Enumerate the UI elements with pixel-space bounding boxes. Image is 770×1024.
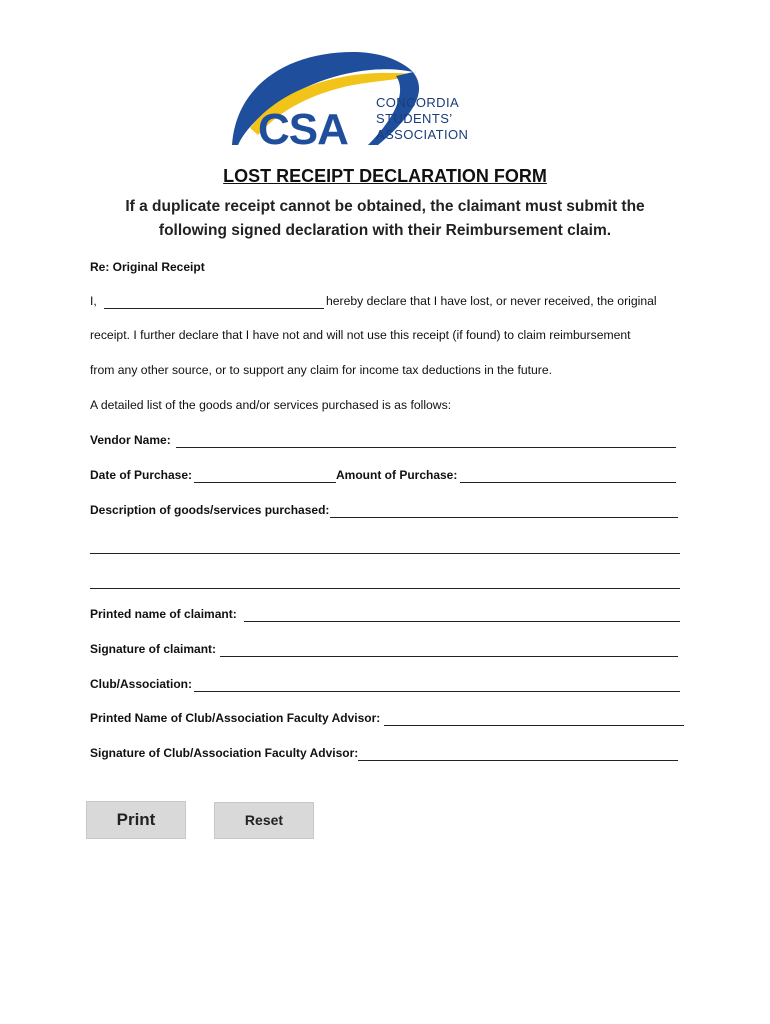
declaration-line1-suffix: hereby declare that I have lost, or never received, the original [326, 294, 657, 308]
form-subtitle-line1: If a duplicate receipt cannot be obtained, the claimant must submit the [125, 198, 645, 215]
description-label: Description of goods/services purchased: [90, 503, 330, 517]
date-of-purchase-input[interactable] [194, 466, 336, 483]
printed-name-advisor-input[interactable] [384, 709, 684, 726]
list-intro: A detailed list of the goods and/or services purchased is as follows: [90, 398, 452, 412]
re-label: Re: Original Receipt [90, 260, 205, 274]
club-association-input[interactable] [194, 675, 680, 692]
logo-abbr: CSA [258, 105, 348, 150]
amount-of-purchase-label: Amount of Purchase: [336, 468, 458, 482]
form-subtitle-line2: following signed declaration with their Reimbursement claim. [158, 222, 612, 239]
signature-advisor-label: Signature of Club/Association Faculty Advisor: [90, 746, 359, 760]
vendor-name-label: Vendor Name: [90, 433, 171, 447]
printed-name-claimant-input[interactable] [244, 605, 680, 622]
declaration-prefix: I, [90, 294, 97, 308]
printed-name-advisor-label: Printed Name of Club/Association Faculty Advisor: [90, 711, 381, 725]
print-button[interactable]: Print [86, 801, 186, 839]
declaration-line1 [90, 294, 97, 308]
signature-claimant-input[interactable] [220, 640, 678, 657]
signature-claimant-label: Signature of claimant: [90, 642, 217, 656]
signature-advisor-input[interactable] [358, 744, 678, 761]
description-input-line1[interactable] [330, 501, 678, 518]
declaration-line3: from any other source, or to support any claim for income tax deductions in the future. [90, 363, 553, 377]
date-of-purchase-label: Date of Purchase: [90, 468, 193, 482]
logo-name-line3: ASSOCIATION [376, 127, 469, 142]
printed-name-claimant-label: Printed name of claimant: [90, 607, 237, 621]
description-input-line2[interactable] [90, 537, 680, 554]
declaration-line2: receipt. I further declare that I have not and will not use this receipt (if found) to claim reimbursement [90, 328, 631, 342]
form-title: LOST RECEIPT DECLARATION FORM [223, 166, 547, 186]
logo-name-line1: CONCORDIA [376, 95, 460, 110]
club-association-label: Club/Association: [90, 677, 193, 691]
vendor-name-input[interactable] [176, 431, 676, 448]
claimant-name-input[interactable] [104, 292, 324, 309]
logo-name-line2: STUDENTS’ [376, 111, 453, 126]
reset-button[interactable]: Reset [214, 802, 314, 839]
amount-of-purchase-input[interactable] [460, 466, 676, 483]
description-input-line3[interactable] [90, 572, 680, 589]
